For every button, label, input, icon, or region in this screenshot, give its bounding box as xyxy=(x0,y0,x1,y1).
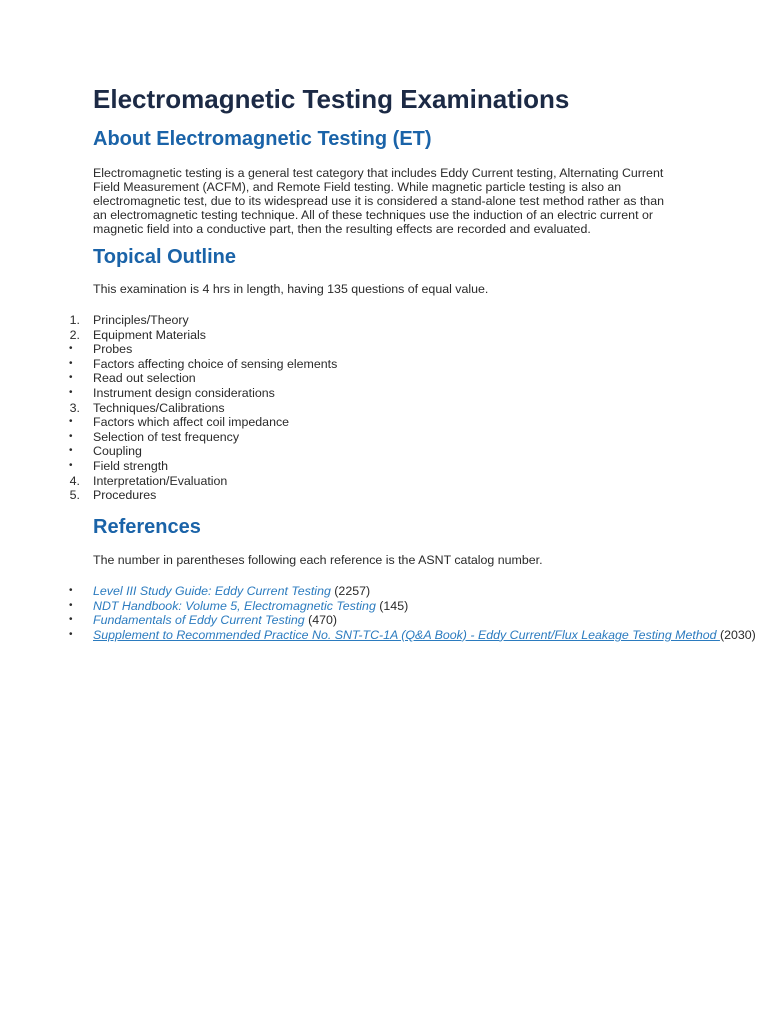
list-item xyxy=(0,444,337,459)
list-bullet: • xyxy=(69,372,73,384)
list-item-text: Selection of test frequency xyxy=(93,429,240,444)
list-item-text: Factors which affect coil impedance xyxy=(93,415,290,430)
list-item xyxy=(0,313,337,328)
catalog-number: (145) xyxy=(375,598,409,613)
list-marker: 1. xyxy=(69,313,80,327)
outline-heading: Topical Outline xyxy=(93,246,236,268)
list-item xyxy=(0,415,337,430)
outline-intro: This examination is 4 hrs in length, having 135 questions of equal value. xyxy=(93,282,489,296)
list-bullet: • xyxy=(69,628,73,640)
list-item-text: Probes xyxy=(93,342,133,357)
list-item xyxy=(0,371,337,386)
reference-link-fundamentals[interactable]: Fundamentals of Eddy Current Testing xyxy=(93,613,305,628)
list-bullet: • xyxy=(69,459,73,471)
list-bullet: • xyxy=(69,585,73,596)
list-bullet: • xyxy=(69,357,73,369)
list-bullet: • xyxy=(69,430,73,442)
references-intro: The number in parentheses following each reference is the ASNT catalog number. xyxy=(93,553,543,567)
reference-item xyxy=(0,627,756,643)
list-marker: 4. xyxy=(69,473,80,488)
list-bullet: • xyxy=(69,416,73,428)
catalog-number: (2257) xyxy=(330,584,371,598)
about-paragraph: Electromagnetic testing is a general test category that includes Eddy Current testing, Alternating Current Field Measurement (ACFM), and Remote Field testing. While magnetic particle testing is also an electromagnetic test, due to its widespread use it is considered a stand-alone test method rather as than an electromagnetic testing technique. All of these techniques use the induction of an electric current or magnetic field into a conductive part, then the resulting effects are recorded and evaluated. xyxy=(93,166,664,236)
list-marker: 2. xyxy=(69,327,80,342)
reference-item xyxy=(0,584,678,599)
reference-link-ndt-handbook[interactable]: NDT Handbook: Volume 5, Electromagnetic Testing xyxy=(93,598,376,613)
references-heading: References xyxy=(93,516,201,538)
list-item-text: Procedures xyxy=(93,488,157,503)
list-item xyxy=(0,342,337,357)
reference-link-snt-tc-1a-supplement[interactable]: Supplement to Recommended Practice No. SNT-TC-1A (Q&A Book) - Eddy Current/Flux Leakage Testing Method xyxy=(93,627,720,642)
list-item xyxy=(0,459,337,474)
list-bullet: • xyxy=(69,445,73,457)
list-bullet: • xyxy=(69,599,73,611)
list-marker: 5. xyxy=(69,488,80,503)
list-item-text: Principles/Theory xyxy=(93,313,189,327)
list-item xyxy=(0,401,337,416)
list-marker: 3. xyxy=(69,400,80,415)
list-item xyxy=(0,430,337,445)
list-item-text: Instrument design considerations xyxy=(93,385,275,400)
list-item-text: Factors affecting choice of sensing elements xyxy=(93,356,338,371)
list-item xyxy=(0,357,337,372)
list-item xyxy=(0,386,337,401)
outline-list xyxy=(0,313,337,503)
list-item-text: Coupling xyxy=(93,444,142,459)
references-list xyxy=(0,584,756,642)
catalog-number: (470) xyxy=(304,613,338,628)
list-item xyxy=(0,488,337,503)
reference-item xyxy=(0,599,678,614)
catalog-number: (2030) xyxy=(719,627,756,642)
list-item-text: Techniques/Calibrations xyxy=(93,400,225,415)
list-item-text: Read out selection xyxy=(93,371,196,386)
list-item-text: Interpretation/Evaluation xyxy=(93,473,228,488)
list-item xyxy=(0,474,337,489)
page-title: Electromagnetic Testing Examinations xyxy=(93,84,570,114)
about-heading: About Electromagnetic Testing (ET) xyxy=(93,128,432,150)
list-bullet: • xyxy=(69,614,73,626)
reference-link-level-iii-study-guide[interactable]: Level III Study Guide: Eddy Current Testing xyxy=(93,584,331,598)
reference-item xyxy=(0,613,678,628)
list-bullet: • xyxy=(69,386,73,398)
list-bullet: • xyxy=(69,343,73,355)
list-item xyxy=(0,328,337,343)
list-item-text: Equipment Materials xyxy=(93,327,206,342)
list-item-text: Field strength xyxy=(93,458,169,473)
